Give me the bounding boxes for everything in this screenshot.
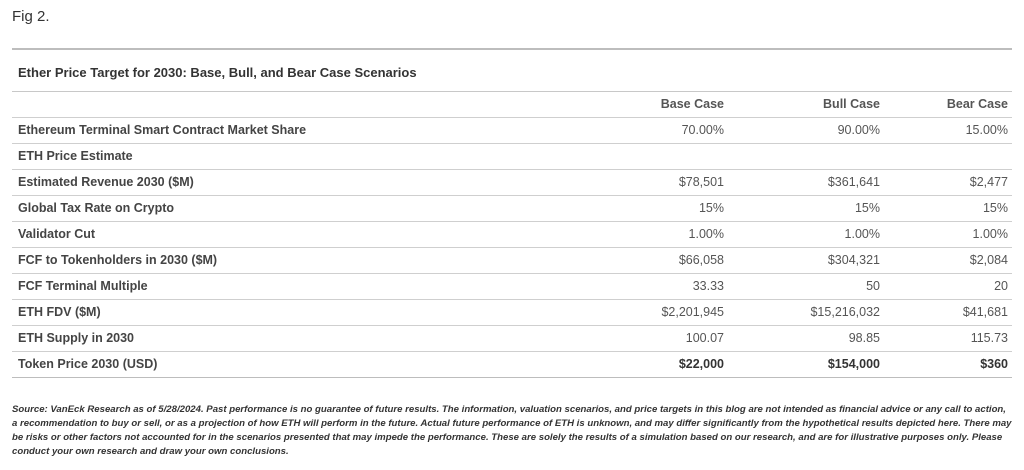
- row-label: FCF Terminal Multiple: [12, 273, 532, 299]
- bear-case-value: $41,681: [884, 299, 1012, 325]
- table-row: [12, 273, 1012, 299]
- source-footnote: Source: VanEck Research as of 5/28/2024. Past performance is no guarantee of future results. The information, valuation scenarios, and price targets in this blog are not intended as financial advice or any call to action, a recommendation to buy or sell, or as a projection of how ETH will perform in the future. Actual future performance of ETH is unknown, and may differ significantly from the hypothetical results depicted here. There may be risks or other factors not accounted for in the scenarios presented that may impede the performance. These are solely the results of a simulation based on our research, and are for illustrative purposes only. Please conduct your own research and draw your own conclusions.: [12, 404, 1012, 457]
- bear-case-value: 1.00%: [884, 221, 1012, 247]
- bear-case-value: $2,084: [884, 247, 1012, 273]
- base-case-value: 1.00%: [532, 221, 728, 247]
- row-label: Ethereum Terminal Smart Contract Market Share: [12, 117, 532, 143]
- row-label: ETH FDV ($M): [12, 299, 532, 325]
- row-label: Global Tax Rate on Crypto: [12, 195, 532, 221]
- scenario-table: [12, 92, 1012, 378]
- table-row: [12, 325, 1012, 351]
- bull-case-value: $15,216,032: [728, 299, 884, 325]
- row-label: Estimated Revenue 2030 ($M): [12, 169, 532, 195]
- base-case-value: 70.00%: [532, 117, 728, 143]
- row-label: Token Price 2030 (USD): [12, 351, 532, 377]
- table-title: Ether Price Target for 2030: Base, Bull, and Bear Case Scenarios: [12, 50, 1012, 92]
- base-case-value: 33.33: [532, 273, 728, 299]
- base-case-value: [532, 143, 728, 169]
- bull-case-value: 90.00%: [728, 117, 884, 143]
- header-base-case: Base Case: [532, 92, 728, 117]
- figure-label: Fig 2.: [12, 8, 50, 25]
- table-row: [12, 299, 1012, 325]
- bull-case-value: 50: [728, 273, 884, 299]
- header-label: [12, 92, 532, 117]
- bull-case-value: 1.00%: [728, 221, 884, 247]
- bull-case-value: $304,321: [728, 247, 884, 273]
- row-label: ETH Price Estimate: [12, 143, 532, 169]
- bear-case-value: 115.73: [884, 325, 1012, 351]
- row-label: FCF to Tokenholders in 2030 ($M): [12, 247, 532, 273]
- bear-case-value: 20: [884, 273, 1012, 299]
- header-bear-case: Bear Case: [884, 92, 1012, 117]
- base-case-value: $66,058: [532, 247, 728, 273]
- header-bull-case: Bull Case: [728, 92, 884, 117]
- table-row: [12, 221, 1012, 247]
- bull-case-value: 15%: [728, 195, 884, 221]
- bull-case-value: $361,641: [728, 169, 884, 195]
- table-row-total: [12, 351, 1012, 377]
- bear-case-value: $360: [884, 351, 1012, 377]
- table-row: [12, 169, 1012, 195]
- table-row: [12, 143, 1012, 169]
- bull-case-value: 98.85: [728, 325, 884, 351]
- base-case-value: $2,201,945: [532, 299, 728, 325]
- bull-case-value: [728, 143, 884, 169]
- base-case-value: $78,501: [532, 169, 728, 195]
- bull-case-value: $154,000: [728, 351, 884, 377]
- base-case-value: $22,000: [532, 351, 728, 377]
- table-row: [12, 247, 1012, 273]
- bear-case-value: 15%: [884, 195, 1012, 221]
- table-header-row: [12, 92, 1012, 117]
- table-row: [12, 195, 1012, 221]
- row-label: ETH Supply in 2030: [12, 325, 532, 351]
- base-case-value: 15%: [532, 195, 728, 221]
- row-label: Validator Cut: [12, 221, 532, 247]
- table-row: [12, 117, 1012, 143]
- bear-case-value: 15.00%: [884, 117, 1012, 143]
- scenario-table-container: [12, 48, 1012, 378]
- bear-case-value: $2,477: [884, 169, 1012, 195]
- bear-case-value: [884, 143, 1012, 169]
- base-case-value: 100.07: [532, 325, 728, 351]
